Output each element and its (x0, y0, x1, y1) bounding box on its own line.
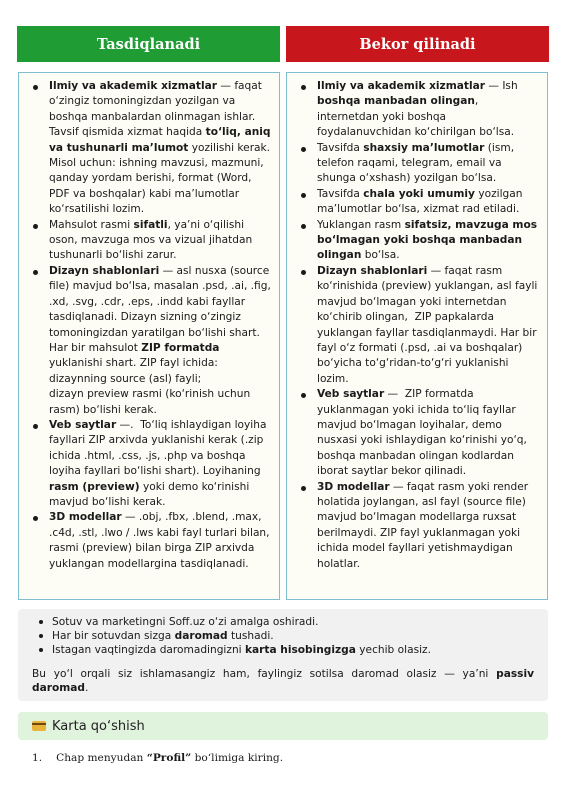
bold-text: chala yoki umumiy (363, 187, 475, 200)
text-run: , ya’ni o‘qilishi oson, mavzuga mos va vizual jihatdan tushunarli bo‘lishi zarur. (49, 218, 256, 262)
credit-card-icon (32, 721, 46, 731)
list-item (317, 387, 539, 479)
add-card-title: Karta qo‘shish (52, 718, 145, 734)
reject-header-title: Bekor qilinadi (359, 35, 476, 53)
text-run: yuklanishi shart. ZIP fayl ichida: dizaynning source (asl) fayli; dizayn preview rasmi (ko‘rinish uchun rasm) bo‘lishi kerak. (49, 357, 251, 416)
text-run: yozilishi kerak. Misol uchun: ishning mavzusi, mazmuni, qanday yordam berishi, format (Word, PDF va boshqalar) kabi ma’lumotlar ko‘rsatilishi lozim. (49, 141, 274, 216)
text-run: Tavsifda (317, 187, 364, 200)
approve-header-title: Tasdiqlanadi (96, 35, 201, 53)
step-text-before: Chap menyudan (56, 752, 147, 764)
text-run: — faqat rasm ko‘rinishida (preview) yuklangan, asl fayli mavjud bo‘lmagan yoki internetdan ko‘chirib olingan, ZIP papkalarda yuklangan fayllar tasdiqlanmaydi. Har bir fayl o‘z formati (.psd, .ai va boshqalar) bo‘yicha to‘g‘ridan-to‘g‘ri yuklanishi lozim. (317, 264, 541, 385)
approve-list (19, 73, 279, 572)
text-run: — faqat rasm yoki render holatida joylangan, asl fayl (source file) mavjud bo‘lmagan modellarga ruxsat berilmaydi. ZIP fayl yuklanmagan yoki ichida model fayllari yetishmaydigan holatlar. (317, 480, 532, 570)
bold-text: Dizayn shablonlari (49, 264, 160, 277)
reject-list (287, 73, 547, 572)
bold-text: boshqa manbadan olingan (317, 95, 475, 108)
text-run: Tavsifda (317, 141, 364, 154)
text-run: Har bir sotuvdan sizga (52, 630, 175, 642)
bold-text: to‘liq, aniq va tushunarli ma’lumot (49, 126, 275, 154)
text-run: — asl nusxa (source file) mavjud bo‘lsa, masalan .psd, .ai, .fig, .xd, .svg, .cdr, .eps, .indd kabi fayllar tasdiqlanadi. Dizayn sizning o‘zingiz tomoningizdan yaratilgan bo‘lishi shart. Har bir mahsulot (49, 264, 275, 354)
bold-text: sifatsiz, mavzuga mos bo‘lmagan yoki boshqa manbadan olingan (317, 218, 541, 262)
text-run: yechib olasiz. (355, 644, 431, 656)
bold-text: Ilmiy va akademik xizmatlar (49, 80, 217, 92)
text-run: yoki demo ko‘rinishi mavjud bo‘lishi kerak. (49, 480, 253, 508)
reject-column (286, 72, 548, 600)
list-item (317, 480, 539, 572)
list-item (49, 264, 275, 418)
text-run: —. To‘liq ishlaydigan loyiha fayllari ZIP arxivda yuklanishi kerak (.zip ichida .html, .css, .js, .php va boshqa loyiha fayllari bo‘lishi shart). Loyihaning (49, 418, 270, 478)
list-item (52, 615, 534, 629)
list-item (317, 218, 539, 264)
list-item (317, 141, 539, 187)
list-item (49, 510, 271, 572)
step-text-bold: “Profil” (146, 752, 192, 764)
list-item (317, 264, 539, 387)
list-item (52, 643, 534, 657)
text-run: Mahsulot rasmi (49, 218, 134, 231)
approve-column (18, 72, 280, 600)
bold-text: sifatli (133, 218, 168, 231)
info-bullets (32, 615, 534, 657)
step-number: 1. (32, 752, 43, 764)
bold-text: ZIP formatda (141, 341, 220, 354)
bold-text: Veb saytlar (317, 388, 385, 401)
text-run: Yuklangan rasm (317, 218, 405, 231)
text-run: . (85, 682, 89, 694)
text-run: — ZIP formatda yuklanmagan yoki ichida to‘liq fayllar mavjud bo‘lmagan loyihalar, demo nusxasi yoki ishlaydigan ko‘rinishi yo‘q, boshqa manbadan olingan kodlardan iborat saytlar bekor qilinadi. (317, 388, 531, 478)
text-run: tushadi. (227, 630, 274, 642)
text-run: (ism, telefon raqami, telegram, email va shunga o‘xshash) yozilgan bo‘lsa. (317, 141, 518, 185)
list-item (49, 79, 275, 218)
instruction-step (32, 752, 283, 764)
list-item (52, 629, 534, 643)
text-run: Sotuv va marketingni Soff.uz o‘zi amalga oshiradi. (52, 616, 319, 628)
text-run: — faqat o‘zingiz tomoningizdan yozilgan va boshqa manbalardan olinmagan ishlar. Tavsif qismida xizmat haqida (49, 80, 266, 139)
bold-text: karta hisobingizga (244, 644, 356, 656)
step-text-after: bo‘limiga kiring. (191, 752, 284, 764)
passive-income-info (18, 609, 548, 701)
bold-text: 3D modellar (49, 511, 122, 524)
approve-header (17, 26, 280, 62)
text-run: — Ish (484, 80, 522, 92)
text-run: Istagan vaqtingizda daromadingizni (52, 644, 245, 656)
list-item (49, 218, 271, 264)
bold-text: Ilmiy va akademik xizmatlar (317, 80, 485, 92)
bold-text: daromad (174, 630, 228, 642)
bold-text: 3D modellar (317, 480, 390, 493)
bold-text: passiv daromad (32, 668, 538, 694)
list-item (317, 187, 539, 218)
text-run: bo‘lsa. (361, 249, 400, 262)
bold-text: rasm (preview) (49, 480, 140, 493)
bold-text: shaxsiy ma’lumotlar (363, 141, 485, 154)
reject-header (286, 26, 549, 62)
text-run: , internetdan yoki boshqa foydalanuvchidan ko‘chirilgan bo‘lsa. (317, 95, 515, 139)
bold-text: Dizayn shablonlari (317, 264, 428, 277)
text-run: — .obj, .fbx, .blend, .max, .c4d, .stl, .lwo / .lws kabi fayl turlari bilan, rasmi (preview) bilan birga ZIP arxivda yuklangan modellargina tasdiqlanadi. (49, 511, 273, 570)
info-paragraph (32, 667, 538, 695)
add-card-section (18, 712, 548, 740)
list-item (317, 79, 539, 141)
text-run: Bu yo‘l orqali siz ishlamasangiz ham, faylingiz sotilsa daromad olasiz — ya’ni (32, 668, 497, 680)
text-run: yozilgan ma’lumotlar bo‘lsa, xizmat rad etiladi. (317, 187, 526, 216)
list-item (49, 418, 271, 510)
bold-text: Veb saytlar (49, 418, 117, 431)
